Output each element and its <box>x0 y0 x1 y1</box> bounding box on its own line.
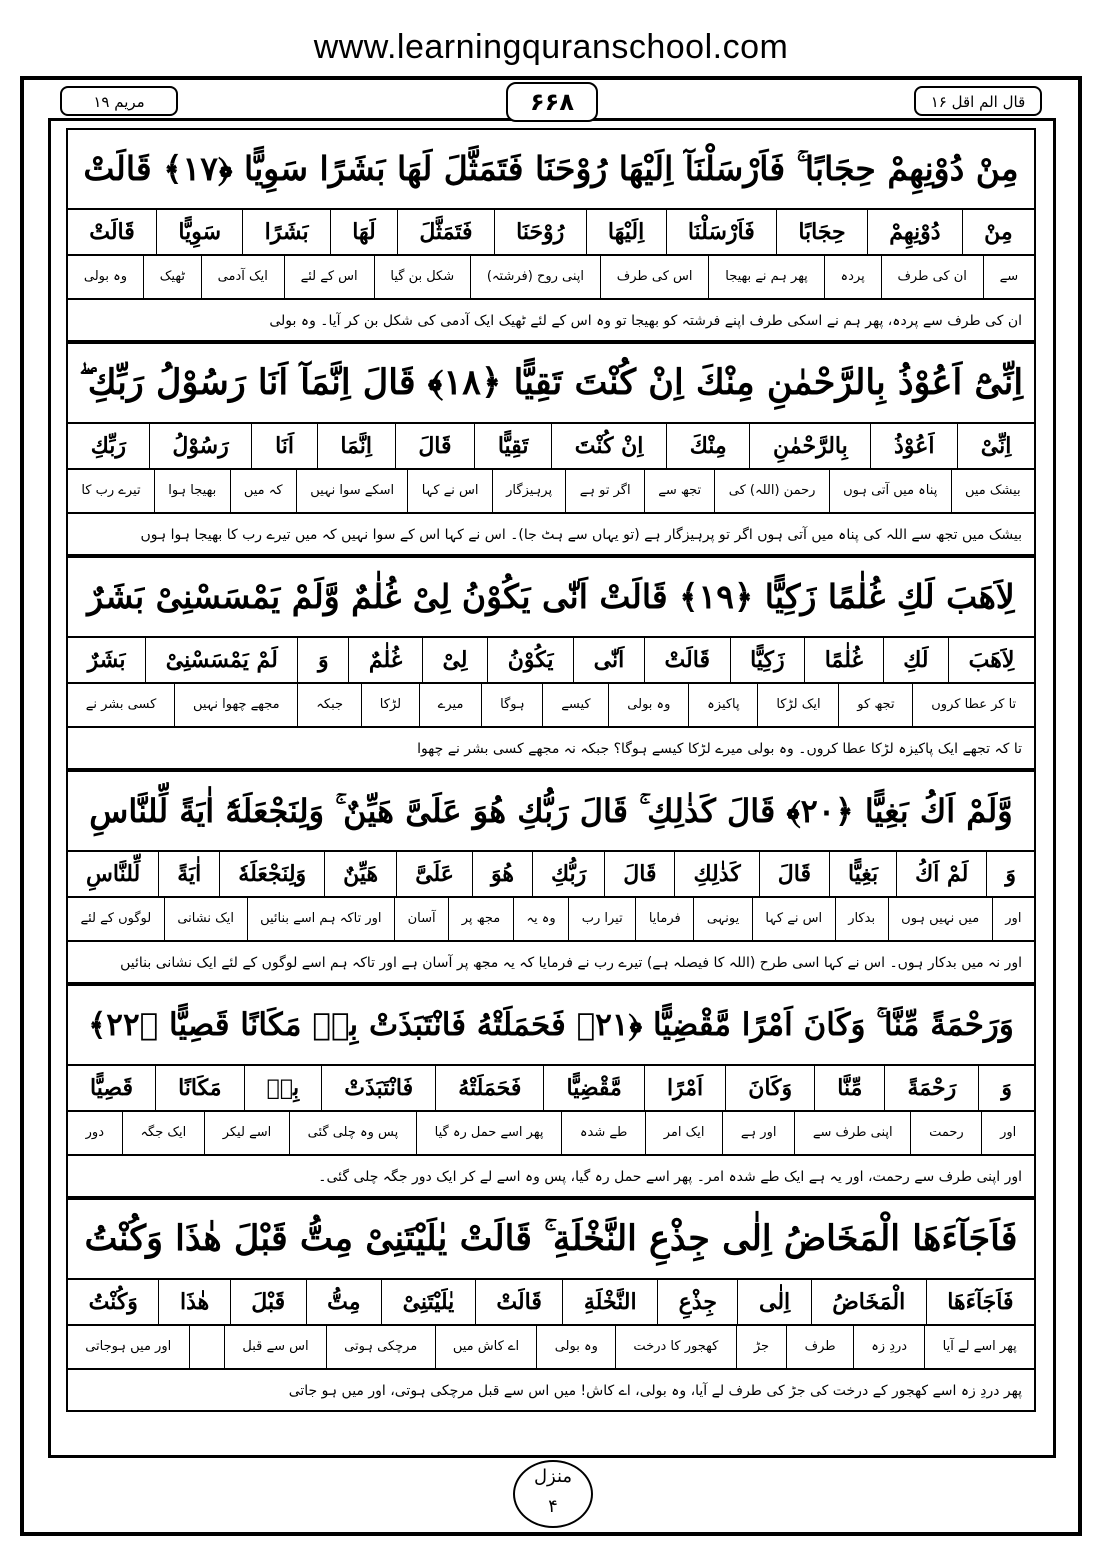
urdu-meaning-cell <box>189 1326 225 1368</box>
urdu-meaning-cell: کسی بشر نے <box>85 697 157 712</box>
word-row <box>66 208 1036 254</box>
urdu-meaning-cell: اس نے کہا <box>407 470 491 512</box>
urdu-meaning-cell: دور <box>85 1125 105 1140</box>
arabic-word-cell: فَاَرْسَلْنَا <box>666 210 777 254</box>
urdu-meaning-cell: ہوگا <box>481 684 542 726</box>
arabic-word-cell: اِنَّمَا <box>317 424 395 468</box>
arabic-word-cell: اِلٰى <box>737 1280 810 1324</box>
urdu-translation: بیشک میں تجھ سے اللہ کی پناہ میں آتی ہوں اگر تو پرہیزگار ہے (تو یہاں سے ہٹ جا)۔ اس نے کہا اس کے سوا نہیں کہ میں تیرے رب کا بھیجا ہوا ہوں <box>66 512 1036 556</box>
urdu-meaning-cell: اس کے لئے <box>284 256 374 298</box>
word-row <box>66 1064 1036 1110</box>
arabic-word-cell: وَ <box>297 638 348 682</box>
word-row <box>66 636 1036 682</box>
arabic-word-cell: بَشَرًا <box>242 210 330 254</box>
urdu-meaning-cell: پردہ <box>824 256 881 298</box>
arabic-word-cell: لِاَهَبَ <box>948 638 1034 682</box>
arabic-word-cell: قَالَ <box>759 852 829 896</box>
meaning-row <box>66 1324 1036 1368</box>
urdu-meaning-cell: بھیجا ہوا <box>154 470 230 512</box>
arabic-word-cell: رَبِّكِ <box>90 433 127 459</box>
arabic-word-cell: رُوْحَنَا <box>494 210 586 254</box>
arabic-word-cell: يَكُوْنُ <box>487 638 573 682</box>
surah-label: مریم ۱۹ <box>60 86 178 116</box>
urdu-meaning-cell: پھر اسے لے آیا <box>924 1326 1034 1368</box>
arabic-word-cell: كَذٰلِكِ <box>674 852 758 896</box>
urdu-meaning-cell: شکل بن گیا <box>374 256 471 298</box>
arabic-word-cell: اَنَا <box>251 424 316 468</box>
arabic-word-cell: حِجَابًا <box>776 210 867 254</box>
manzil-marker <box>513 1460 593 1528</box>
urdu-meaning-cell: اور <box>981 1112 1034 1154</box>
urdu-meaning-cell: طرف <box>786 1326 853 1368</box>
arabic-word-cell: اَعُوْذُ <box>870 424 957 468</box>
meaning-row <box>66 254 1036 298</box>
verse-block <box>66 556 1036 770</box>
arabic-word-cell: مَّقْضِيًّا <box>543 1066 643 1110</box>
arabic-word-cell: رَسُوْلُ <box>149 424 252 468</box>
arabic-verse: وَّلَمْ اَكُ بَغِيًّا ﴿۲۰﴾ قَالَ كَذٰلِكِ ۚ قَالَ رَبُّكِ هُوَ عَلَىَّ هَيِّنٌ ۚ وَلِنَجْعَلَهٗٓ اٰيَةً لِّلنَّاسِ <box>66 770 1036 850</box>
urdu-meaning-cell: اور ہے <box>722 1112 794 1154</box>
arabic-word-cell: لِىْ <box>422 638 487 682</box>
urdu-meaning-cell: رحمت <box>910 1112 981 1154</box>
urdu-meaning-cell: ایک امر <box>645 1112 722 1154</box>
arabic-word-cell: لَمْ اَكُ <box>896 852 986 896</box>
arabic-word-cell: النَّخْلَةِ <box>562 1280 657 1324</box>
meaning-row <box>66 682 1036 726</box>
arabic-word-cell: اِلَيْهَا <box>586 210 666 254</box>
urdu-meaning-cell: اس سے قبل <box>224 1326 326 1368</box>
urdu-meaning-cell: لوگوں کے لئے <box>80 911 152 926</box>
urdu-meaning-cell: پھر ہم نے بھیجا <box>708 256 823 298</box>
urdu-meaning-cell: تا کر عطا کروں <box>912 684 1034 726</box>
arabic-word-cell: مِنْكَ <box>666 424 749 468</box>
verse-block <box>66 128 1036 342</box>
urdu-meaning-cell: پاکیزہ <box>688 684 757 726</box>
urdu-meaning-cell: پناہ میں آتی ہوں <box>829 470 951 512</box>
arabic-word-cell: فَاَجَآءَهَا <box>926 1280 1034 1324</box>
urdu-meaning-cell: ایک جگہ <box>122 1112 204 1154</box>
urdu-meaning-cell: تجھ کو <box>838 684 912 726</box>
urdu-meaning-cell: پھر اسے حمل رہ گیا <box>416 1112 561 1154</box>
urdu-meaning-cell: ایک نشانی <box>164 898 247 940</box>
urdu-meaning-cell: جڑ <box>736 1326 787 1368</box>
arabic-word-cell: غُلٰمٌ <box>348 638 422 682</box>
urdu-meaning-cell: یونہی <box>693 898 752 940</box>
arabic-verse: فَاَجَآءَهَا الْمَخَاضُ اِلٰى جِذْعِ النَّخْلَةِ ۚ قَالَتْ يٰلَيْتَنِىْ مِتُّ قَبْلَ هٰذَا وَكُنْتُ <box>66 1198 1036 1278</box>
urdu-meaning-cell: مرچکی ہوتی <box>326 1326 435 1368</box>
arabic-word-cell: هُوَ <box>472 852 532 896</box>
arabic-word-cell: عَلَىَّ <box>396 852 472 896</box>
arabic-verse: وَرَحْمَةً مِّنَّا ۚ وَكَانَ اَمْرًا مَّقْضِيًّا ﴿۲۱﴾ فَحَمَلَتْهُ فَانْتَبَذَتْ بِهٖ مَكَانًا قَصِيًّا ﴿۲۲﴾ <box>66 984 1036 1064</box>
verse-block <box>66 342 1036 556</box>
arabic-word-cell: قَبْلَ <box>230 1280 306 1324</box>
arabic-word-cell: اِنْ كُنْتَ <box>551 424 666 468</box>
verse-block <box>66 984 1036 1198</box>
urdu-meaning-cell: اور میں ہوجاتی <box>85 1339 172 1354</box>
page-number: ۶۶۸ <box>506 82 598 122</box>
word-row <box>66 422 1036 468</box>
arabic-word-cell: بِهٖ <box>244 1066 322 1110</box>
quran-content <box>66 128 1036 1412</box>
arabic-word-cell: اٰيَةً <box>158 852 219 896</box>
urdu-meaning-cell: ان کی طرف <box>881 256 983 298</box>
urdu-meaning-cell: اور تاکہ ہم اسے بنائیں <box>247 898 395 940</box>
urdu-meaning-cell: طے شدہ <box>561 1112 645 1154</box>
arabic-word-cell: رَحْمَةً <box>884 1066 978 1110</box>
arabic-word-cell: هَيِّنٌ <box>324 852 396 896</box>
urdu-meaning-cell: تجھ سے <box>644 470 715 512</box>
urdu-meaning-cell: وہ بولی <box>608 684 688 726</box>
manzil-label: منزل <box>533 1466 573 1487</box>
arabic-word-cell: قَالَ <box>604 852 674 896</box>
urdu-meaning-cell: کیسے <box>542 684 608 726</box>
urdu-meaning-cell: رحمن (اللہ) کی <box>714 470 828 512</box>
urdu-meaning-cell: ایک آدمی <box>201 256 284 298</box>
urdu-meaning-cell: فرمایا <box>635 898 693 940</box>
urdu-meaning-cell: ایک لڑکا <box>757 684 838 726</box>
meaning-row <box>66 1110 1036 1154</box>
urdu-meaning-cell: پس وہ چلی گئی <box>289 1112 416 1154</box>
urdu-meaning-cell: تیرا رب <box>568 898 635 940</box>
arabic-word-cell: لَكِ <box>883 638 948 682</box>
urdu-translation: ان کی طرف سے پردہ، پھر ہم نے اسکی طرف اپنے فرشتہ کو بھیجا تو وہ اس کے لئے ٹھیک ایک آدمی کی شکل بن کر آیا۔ وہ بولی <box>66 298 1036 342</box>
urdu-meaning-cell: اپنی روح (فرشتہ) <box>470 256 600 298</box>
urdu-translation: پھر دردِ زہ اسے کھجور کے درخت کی جڑ کی طرف لے آیا، وہ بولی، اے کاش! میں اس سے قبل مرچکی ہوتی، اور میں ہو جاتی <box>66 1368 1036 1412</box>
arabic-word-cell: مِتُّ <box>306 1280 381 1324</box>
arabic-word-cell: قَالَتْ <box>475 1280 563 1324</box>
arabic-word-cell: اِنِّىْ <box>957 424 1034 468</box>
arabic-word-cell: بَغِيًّا <box>829 852 896 896</box>
verse-block <box>66 1198 1036 1412</box>
arabic-word-cell: فَانْتَبَذَتْ <box>321 1066 435 1110</box>
arabic-verse: لِاَهَبَ لَكِ غُلٰمًا زَكِيًّا ﴿۱۹﴾ قَالَتْ اَنّٰى يَكُوْنُ لِىْ غُلٰمٌ وَّلَمْ يَمْسَسْنِىْ بَشَرٌ <box>66 556 1036 636</box>
meaning-row <box>66 468 1036 512</box>
arabic-word-cell: مَكَانًا <box>155 1066 244 1110</box>
arabic-word-cell: غُلٰمًا <box>804 638 882 682</box>
urdu-meaning-cell: اسکے سوا نہیں <box>296 470 408 512</box>
arabic-verse: اِنِّىْٓ اَعُوْذُ بِالرَّحْمٰنِ مِنْكَ اِنْ كُنْتَ تَقِيًّا ﴿۱۸﴾ قَالَ اِنَّمَآ اَنَا رَسُوْلُ رَبِّكِ ۖ <box>66 342 1036 422</box>
verse-block <box>66 770 1036 984</box>
urdu-meaning-cell: اگر تو ہے <box>565 470 643 512</box>
arabic-word-cell: لَمْ يَمْسَسْنِىْ <box>145 638 297 682</box>
arabic-word-cell: قَالَتْ <box>89 219 135 245</box>
urdu-meaning-cell: پرہیزگار <box>492 470 566 512</box>
urdu-meaning-cell: آسان <box>394 898 448 940</box>
urdu-translation: تا کہ تجھے ایک پاکیزہ لڑکا عطا کروں۔ وہ بولی میرے لڑکا کیسے ہوگا؟ جبکہ نہ مجھے کسی بشر نے چھوا <box>66 726 1036 770</box>
arabic-word-cell: قَالَتْ <box>644 638 730 682</box>
arabic-word-cell: وَلِنَجْعَلَهٗ <box>219 852 324 896</box>
arabic-word-cell: بَشَرٌ <box>87 647 126 673</box>
urdu-meaning-cell: دردِ زہ <box>853 1326 924 1368</box>
manzil-number: ۴ <box>548 1496 558 1517</box>
urdu-meaning-cell: وہ بولی <box>536 1326 615 1368</box>
word-row <box>66 1278 1036 1324</box>
urdu-meaning-cell: تیرے رب کا <box>81 483 141 498</box>
urdu-meaning-cell: اس کی طرف <box>600 256 708 298</box>
urdu-meaning-cell: اے کاش میں <box>435 1326 537 1368</box>
urdu-meaning-cell: میرے <box>419 684 481 726</box>
arabic-word-cell: رَبُّكِ <box>532 852 604 896</box>
urdu-meaning-cell: بدکار <box>835 898 888 940</box>
arabic-word-cell: زَكِيًّا <box>730 638 805 682</box>
site-url: www.learningquranschool.com <box>313 28 789 66</box>
arabic-word-cell: سَوِيًّا <box>156 210 242 254</box>
urdu-meaning-cell: ٹھیک <box>143 256 201 298</box>
arabic-word-cell: اَنّٰى <box>573 638 644 682</box>
arabic-word-cell: دُوْنِهِمْ <box>867 210 962 254</box>
urdu-meaning-cell: کہ میں <box>230 470 296 512</box>
arabic-word-cell: مِنْ <box>962 210 1034 254</box>
arabic-word-cell: اَمْرًا <box>644 1066 725 1110</box>
arabic-word-cell: هٰذَا <box>158 1280 229 1324</box>
arabic-word-cell: تَقِيًّا <box>474 424 551 468</box>
urdu-meaning-cell: کھجور کا درخت <box>615 1326 735 1368</box>
arabic-word-cell: بِالرَّحْمٰنِ <box>749 424 870 468</box>
urdu-meaning-cell: سے <box>983 256 1034 298</box>
arabic-word-cell: مِّنَّا <box>814 1066 884 1110</box>
arabic-word-cell: قَالَ <box>395 424 475 468</box>
arabic-word-cell: الْمَخَاضُ <box>811 1280 926 1324</box>
meaning-row <box>66 896 1036 940</box>
urdu-meaning-cell: جبکہ <box>297 684 360 726</box>
urdu-meaning-cell: اور <box>992 898 1034 940</box>
urdu-translation: اور اپنی طرف سے رحمت، اور یہ ہے ایک طے شدہ امر۔ پھر اسے حمل رہ گیا، پس وہ اسے لے کر ایک دور جگہ چلی گئی۔ <box>66 1154 1036 1198</box>
urdu-meaning-cell: وہ یہ <box>513 898 568 940</box>
urdu-meaning-cell: لڑکا <box>361 684 419 726</box>
arabic-verse: مِنْ دُوْنِهِمْ حِجَابًا ۚ فَاَرْسَلْنَآ اِلَيْهَا رُوْحَنَا فَتَمَثَّلَ لَهَا بَشَرًا سَوِيًّا ﴿۱۷﴾ قَالَتْ <box>66 128 1036 208</box>
urdu-meaning-cell: بیشک میں <box>951 470 1034 512</box>
arabic-word-cell: يٰلَيْتَنِىْ <box>381 1280 475 1324</box>
urdu-meaning-cell: اپنی طرف سے <box>794 1112 910 1154</box>
arabic-word-cell: جِذْعِ <box>657 1280 737 1324</box>
arabic-word-cell: فَتَمَثَّلَ <box>397 210 494 254</box>
arabic-word-cell: قَصِيًّا <box>90 1075 133 1101</box>
urdu-meaning-cell: اسے لیکر <box>204 1112 289 1154</box>
urdu-translation: اور نہ میں بدکار ہوں۔ اس نے کہا اسی طرح (اللہ کا فیصلہ ہے) تیرے رب نے فرمایا کہ یہ مجھ پر آسان ہے اور تاکہ ہم اسے لوگوں کے لئے ایک نشانی بنائیں <box>66 940 1036 984</box>
arabic-word-cell: وَ <box>978 1066 1034 1110</box>
urdu-meaning-cell: وہ بولی <box>83 269 128 284</box>
arabic-word-cell: فَحَمَلَتْهُ <box>435 1066 543 1110</box>
urdu-meaning-cell: مجھے چھوا نہیں <box>174 684 297 726</box>
arabic-word-cell: وَ <box>986 852 1034 896</box>
juz-label: قال الم اقل ۱۶ <box>914 86 1042 116</box>
arabic-word-cell: لِّلنَّاسِ <box>86 861 141 887</box>
urdu-meaning-cell: میں نہیں ہوں <box>888 898 992 940</box>
word-row <box>66 850 1036 896</box>
arabic-word-cell: وَكَانَ <box>725 1066 814 1110</box>
urdu-meaning-cell: مجھ پر <box>448 898 513 940</box>
arabic-word-cell: وَكُنْتُ <box>88 1289 138 1315</box>
arabic-word-cell: لَهَا <box>330 210 397 254</box>
urdu-meaning-cell: اس نے کہا <box>752 898 835 940</box>
